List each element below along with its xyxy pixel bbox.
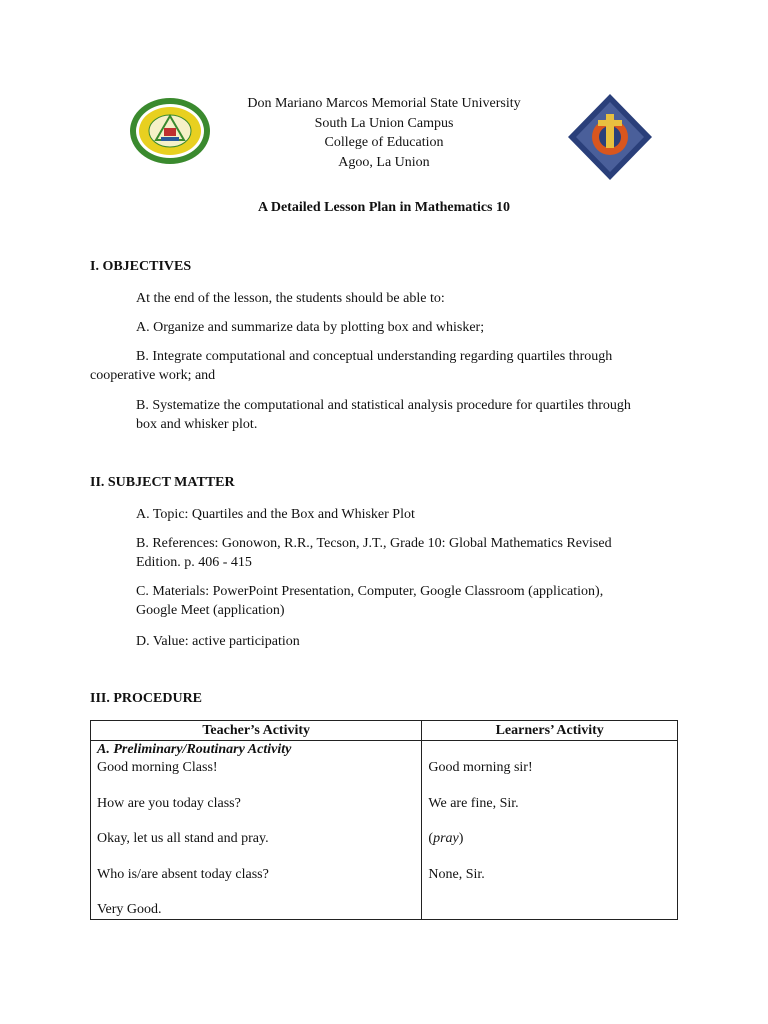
table-header-row bbox=[91, 721, 678, 741]
table-row bbox=[91, 741, 678, 920]
learner-line: We are fine, Sir. bbox=[428, 796, 519, 811]
objective-b-line2: cooperative work; and bbox=[90, 368, 216, 383]
campus-name: South La Union Campus bbox=[314, 115, 454, 131]
teacher-line: Very Good. bbox=[97, 902, 162, 917]
objectives-intro: At the end of the lesson, the students should be able to: bbox=[136, 291, 445, 306]
learner-line: None, Sir. bbox=[428, 867, 485, 882]
institution-header bbox=[200, 94, 568, 172]
objective-a: A. Organize and summarize data by plotting box and whisker; bbox=[136, 320, 485, 335]
references-line2: Edition. p. 406 - 415 bbox=[136, 555, 252, 570]
preliminary-activity-heading: A. Preliminary/Routinary Activity bbox=[97, 742, 292, 757]
objective-c-line2: box and whisker plot. bbox=[136, 417, 258, 432]
procedure-table bbox=[90, 720, 678, 920]
topic: A. Topic: Quartiles and the Box and Whisker Plot bbox=[136, 507, 415, 522]
teacher-line: Okay, let us all stand and pray. bbox=[97, 831, 269, 846]
value: D. Value: active participation bbox=[136, 634, 300, 649]
location: Agoo, La Union bbox=[338, 154, 430, 170]
learner-line: Good morning sir! bbox=[428, 760, 533, 775]
college-crest-logo bbox=[566, 92, 654, 182]
document-title: A Detailed Lesson Plan in Mathematics 10 bbox=[258, 200, 510, 215]
objectives-heading: I. OBJECTIVES bbox=[90, 259, 192, 274]
pray-text: pray bbox=[433, 831, 459, 846]
materials-line2: Google Meet (application) bbox=[136, 603, 285, 618]
learners-activity-header: Learners’ Activity bbox=[422, 721, 678, 741]
teacher-activity-header: Teacher’s Activity bbox=[91, 721, 422, 741]
college-name: College of Education bbox=[324, 135, 444, 150]
materials-line1: C. Materials: PowerPoint Presentation, Computer, Google Classroom (application), bbox=[136, 584, 604, 599]
teacher-activity-cell bbox=[91, 741, 422, 920]
teacher-line: Good morning Class! bbox=[97, 760, 218, 775]
subject-matter-heading: II. SUBJECT MATTER bbox=[90, 475, 235, 490]
objective-c-line1: B. Systematize the computational and statistical analysis procedure for quartiles through bbox=[136, 398, 631, 413]
learner-line-pray: (pray) bbox=[428, 831, 464, 846]
teacher-line: Who is/are absent today class? bbox=[97, 867, 269, 882]
procedure-heading: III. PROCEDURE bbox=[90, 691, 203, 706]
learners-activity-cell bbox=[422, 741, 678, 920]
objective-b-line1: B. Integrate computational and conceptual understanding regarding quartiles through bbox=[136, 349, 613, 364]
university-name: Don Mariano Marcos Memorial State University bbox=[247, 96, 521, 111]
teacher-line: How are you today class? bbox=[97, 796, 241, 811]
references-line1: B. References: Gonowon, R.R., Tecson, J.T., Grade 10: Global Mathematics Revised bbox=[136, 536, 612, 551]
